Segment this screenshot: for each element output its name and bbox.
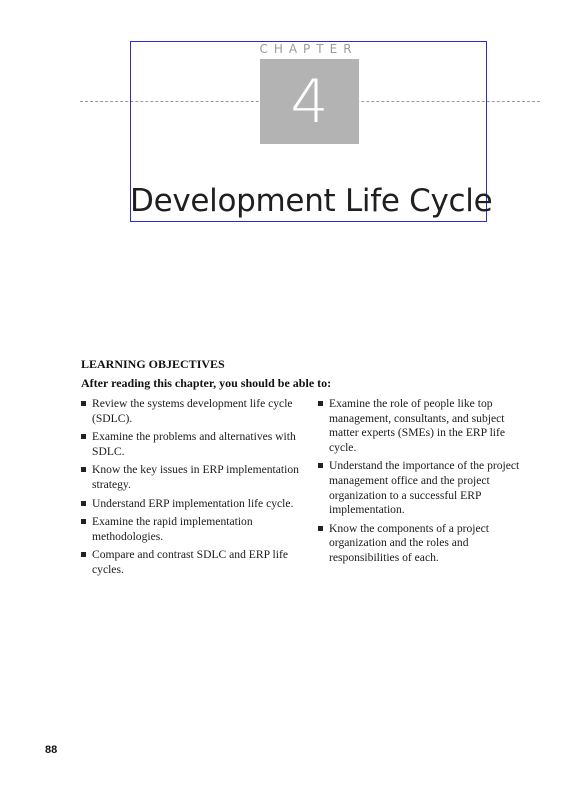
objective-item xyxy=(81,515,306,544)
objective-text: Examine the role of people like top management, consultants, and subject matter experts (SMEs) in the ERP life cycle. xyxy=(329,397,506,454)
objective-text: Know the components of a project organization and the roles and responsibilities of each. xyxy=(329,521,490,564)
objective-item xyxy=(81,497,306,512)
objective-item xyxy=(318,397,533,455)
objective-text: Know the key issues in ERP implementation strategy. xyxy=(92,463,299,491)
learning-objectives-heading: LEARNING OBJECTIVES xyxy=(81,357,225,371)
objective-item xyxy=(81,397,306,426)
chapter-title: Development Life Cycle xyxy=(130,183,493,219)
objective-text: Review the systems development life cycle (SDLC). xyxy=(92,397,293,425)
objective-text: Examine the rapid implementation methodologies. xyxy=(92,515,253,543)
objective-text: Compare and contrast SDLC and ERP life cycles. xyxy=(92,548,288,576)
objective-item xyxy=(318,522,533,566)
square-bullet-icon xyxy=(318,463,323,468)
learning-objectives-intro: After reading this chapter, you should be able to: xyxy=(81,376,332,390)
objective-item xyxy=(318,459,533,517)
objective-text: Understand the importance of the project management office and the project organization to a successful ERP implementation. xyxy=(329,459,520,517)
square-bullet-icon xyxy=(318,526,323,531)
square-bullet-icon xyxy=(318,401,323,406)
objectives-left-column xyxy=(81,397,306,582)
objective-item xyxy=(81,463,306,492)
square-bullet-icon xyxy=(81,501,86,506)
square-bullet-icon xyxy=(81,519,86,524)
objective-text: Understand ERP implementation life cycle. xyxy=(92,496,294,510)
objective-item xyxy=(81,548,306,577)
objective-text: Examine the problems and alternatives with SDLC. xyxy=(92,430,296,458)
square-bullet-icon xyxy=(81,552,86,557)
square-bullet-icon xyxy=(81,434,86,439)
chapter-label: CHAPTER xyxy=(259,42,358,56)
objective-item xyxy=(81,430,306,459)
square-bullet-icon xyxy=(81,467,86,472)
chapter-number: 4 xyxy=(290,66,329,137)
square-bullet-icon xyxy=(81,401,86,406)
chapter-number-box xyxy=(260,59,359,144)
objectives-right-column xyxy=(318,397,533,570)
page-number: 88 xyxy=(45,744,58,756)
